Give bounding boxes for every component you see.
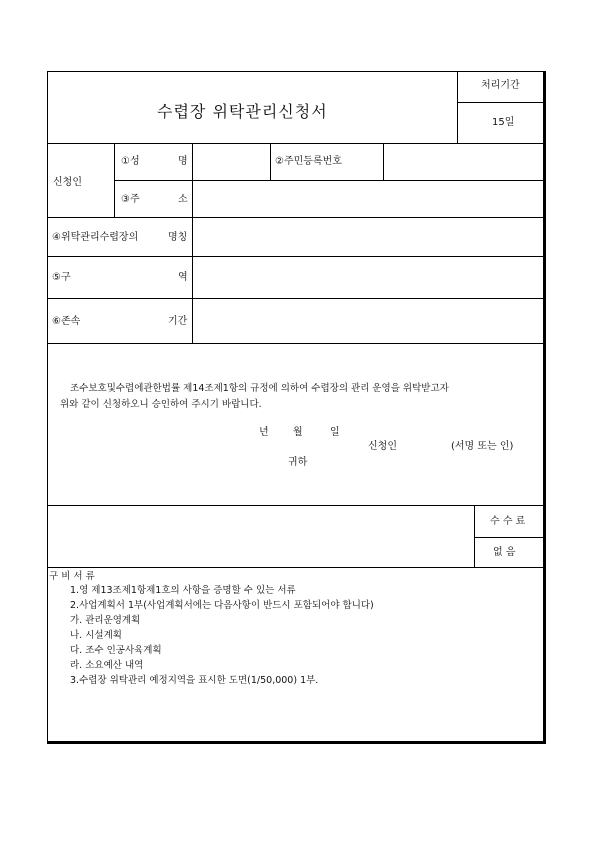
name-label-1: ①성: [121, 156, 140, 167]
processing-period-value: 15일: [492, 117, 515, 128]
fee-label: 수 수 료: [490, 516, 526, 527]
name-label-2: 명: [178, 156, 188, 167]
date-day-label: 일: [330, 427, 340, 438]
rrn-right-divider: [383, 143, 384, 180]
statement-bottom: [47, 505, 546, 506]
fee-cell-divider: [474, 537, 546, 538]
statement-line-2: 위와 같이 신청하오니 승인하여 주시기 바랍니다.: [60, 399, 262, 410]
processing-cell-divider: [457, 102, 546, 103]
rrn-label: ②주민등록번호: [275, 156, 342, 167]
required-docs-header: 구 비 서 류: [49, 571, 95, 582]
hunting-ground-name-label-2: 명칭: [168, 232, 188, 243]
fee-bottom: [47, 567, 546, 568]
period-row-bottom: [47, 343, 546, 344]
period-label-2: 기간: [168, 316, 188, 327]
header-processing-divider: [457, 71, 458, 143]
area-row-bottom: [47, 298, 546, 299]
hunting-ground-name-field[interactable]: [194, 219, 543, 254]
header-bottom-line: [47, 143, 546, 144]
date-year-label: 년: [259, 427, 269, 438]
area-label-1: ⑤구: [52, 272, 71, 283]
signature-note: (서명 또는 인): [451, 441, 514, 452]
doc-item: 나. 시설계획: [70, 630, 122, 641]
period-field[interactable]: [194, 300, 543, 341]
hunting-ground-name-label-1: ④위탁관리수렵장의: [52, 232, 139, 243]
name-row-bottom-2: [47, 256, 546, 257]
doc-item: 1.영 제13조제1항제1호의 사항을 증명할 수 있는 서류: [70, 585, 296, 596]
fee-divider: [474, 505, 475, 567]
doc-item: 3.수렵장 위탁관리 예정지역을 표시한 도면(1/50,000) 1부.: [70, 675, 319, 686]
form-title: 수렵장 위탁관리신청서: [157, 102, 328, 121]
applicant-bottom: [47, 217, 546, 218]
doc-item: 다. 조수 인공사육계획: [70, 645, 162, 656]
address-label-2: 소: [178, 194, 188, 205]
area-label-2: 역: [178, 272, 188, 283]
label-col-divider: [192, 143, 193, 343]
address-label-1: ③주: [121, 194, 140, 205]
signer-label: 신청인: [368, 441, 397, 452]
doc-item: 라. 소요예산 내역: [70, 660, 144, 671]
doc-item: 가. 관리운영계획: [70, 615, 141, 626]
period-label-1: ⑥존속: [52, 316, 81, 327]
doc-item: 2.사업계획서 1부(사업계획서에는 다음사항이 반드시 포함되어야 합니다): [70, 600, 374, 611]
address-field[interactable]: [194, 182, 543, 216]
name-row-bottom: [114, 180, 546, 181]
processing-period-label: 처리기간: [481, 80, 520, 91]
name-field[interactable]: [194, 145, 269, 179]
applicant-label: 신청인: [53, 177, 82, 188]
statement-line-1: 조수보호및수렵에관한법률 제14조제1항의 규정에 의하여 수렵장의 관리 운영을 위탁받고자: [70, 383, 449, 394]
recipient-label: 귀하: [288, 457, 308, 468]
date-month-label: 월: [293, 427, 303, 438]
rrn-field[interactable]: [385, 145, 543, 179]
rrn-left-divider: [270, 143, 271, 180]
fee-value: 없 음: [493, 547, 516, 558]
area-field[interactable]: [194, 258, 543, 296]
